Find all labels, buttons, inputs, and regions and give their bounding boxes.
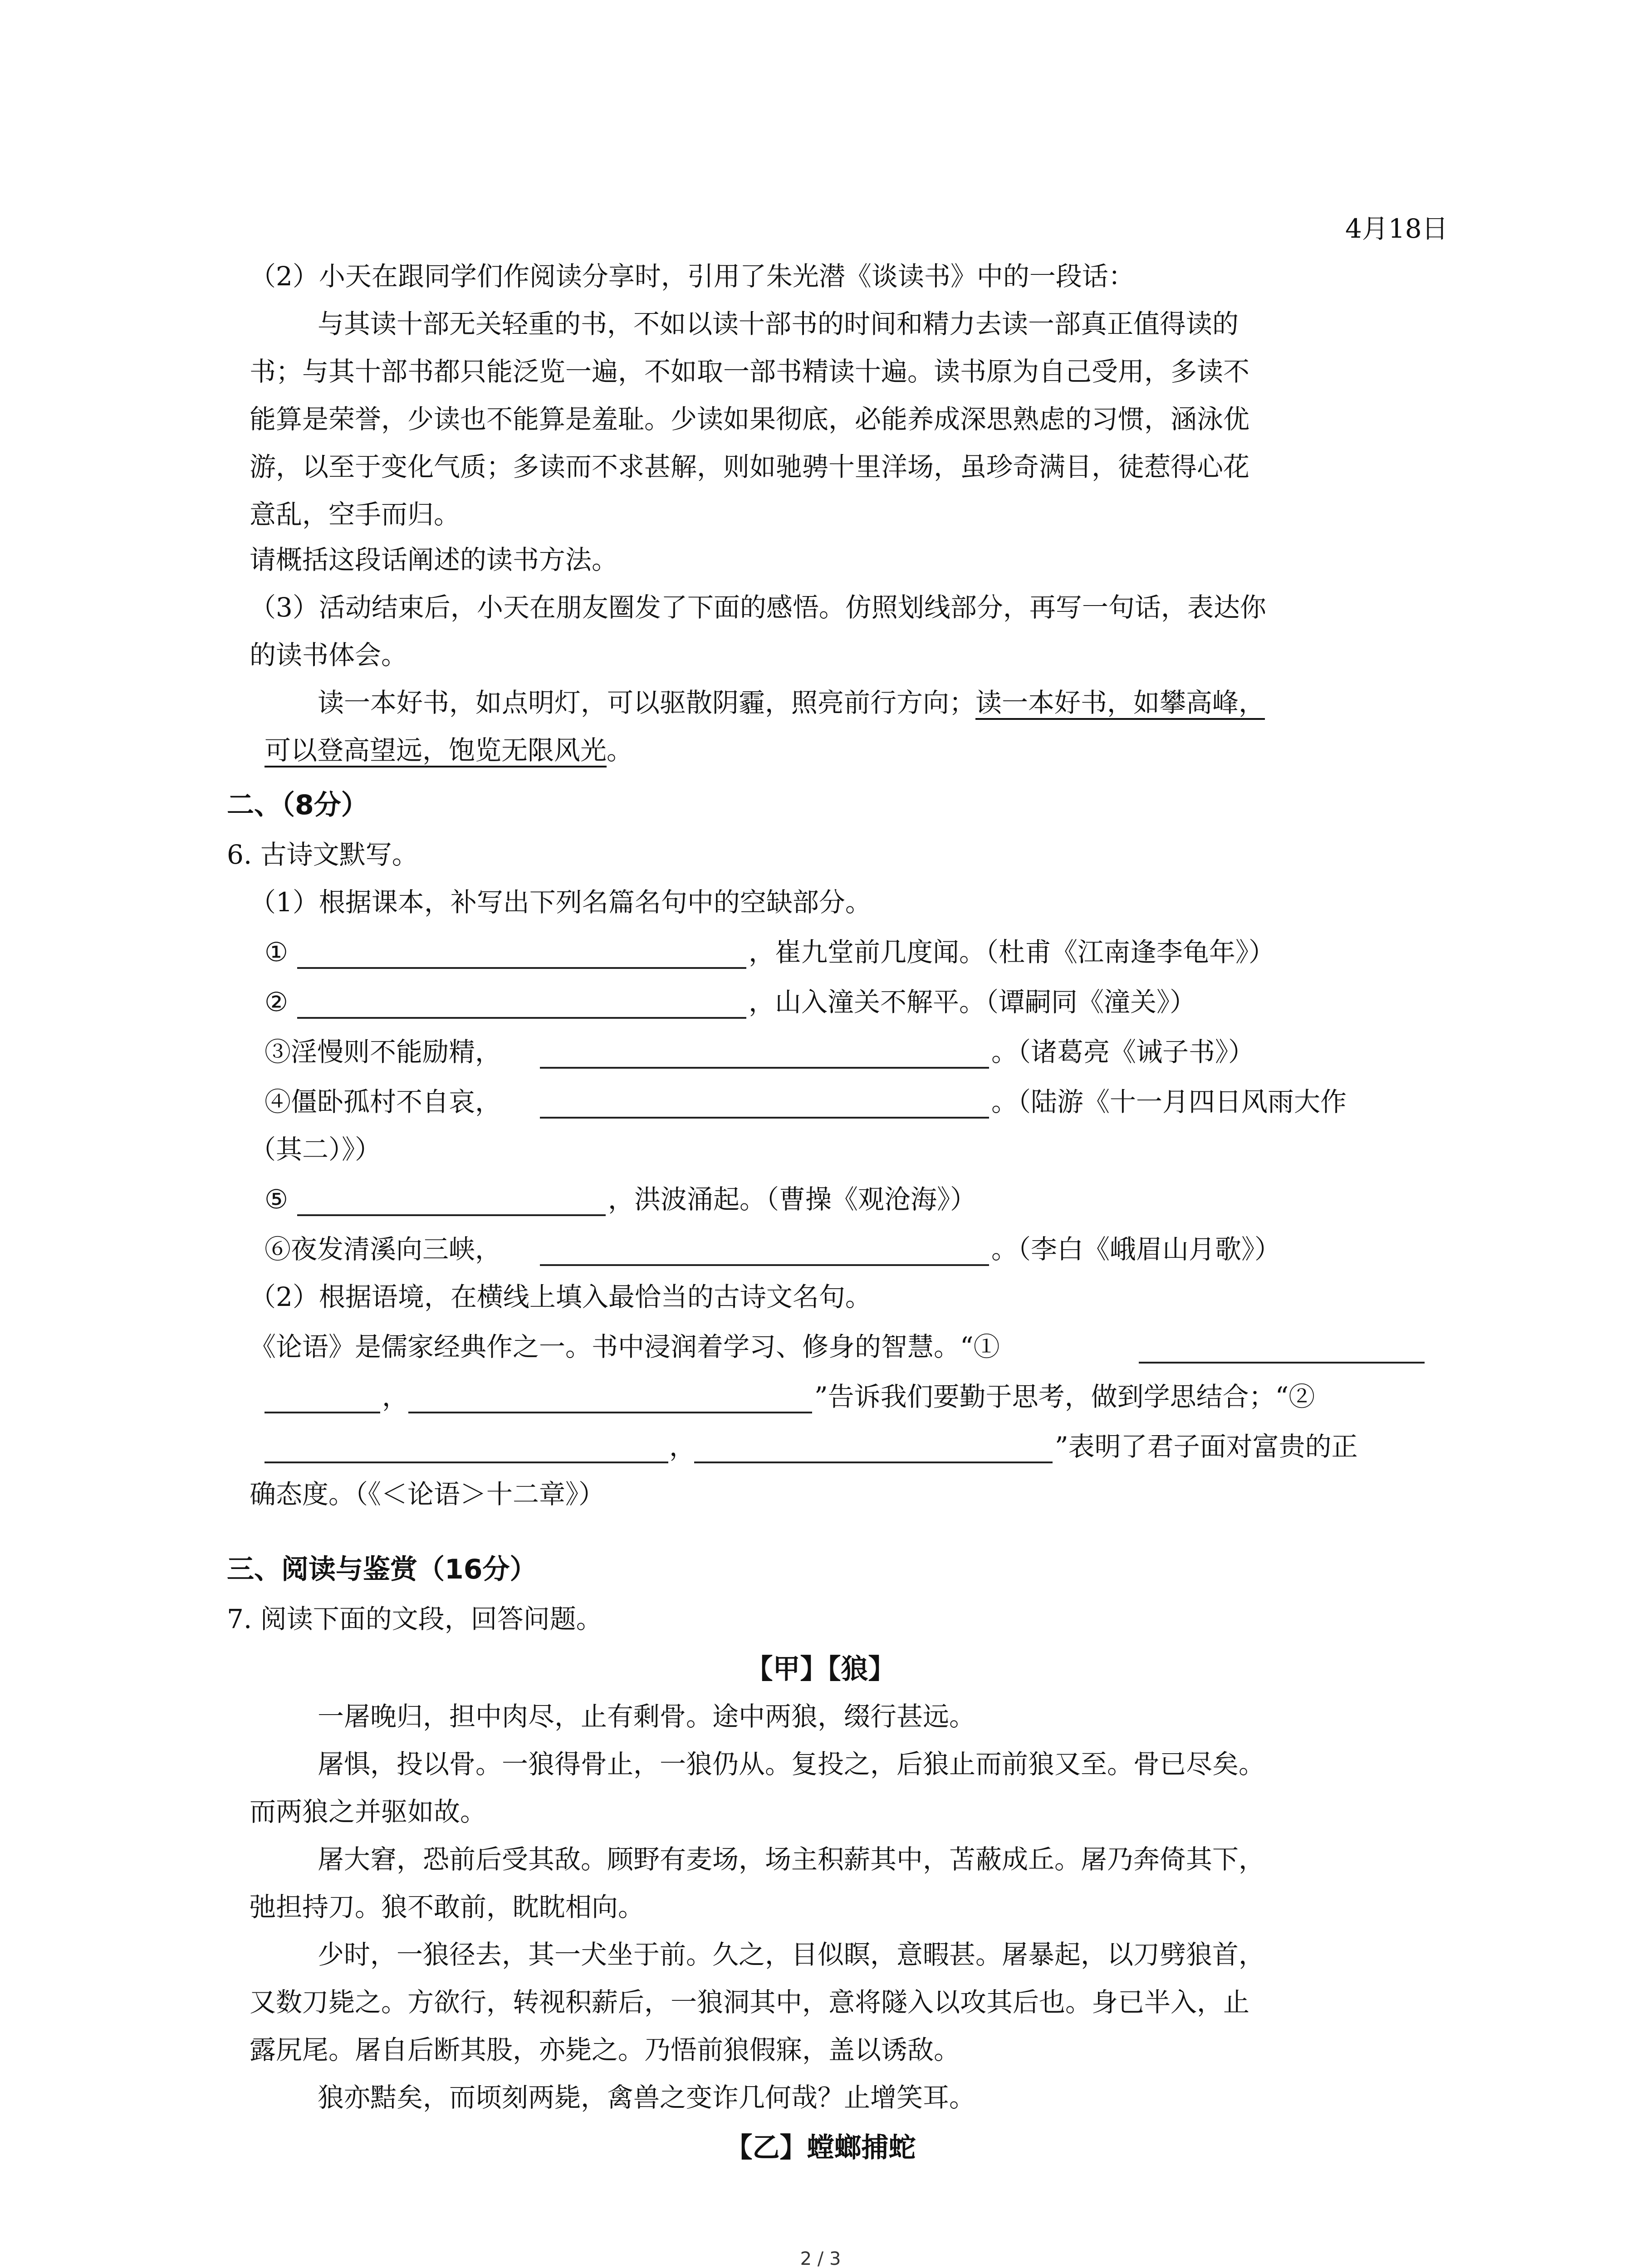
example-sentence: [318, 689, 1265, 716]
fill-item-text: ，洪波涌起。（曹操《观沧海》）: [608, 1184, 977, 1215]
fill-item-text: ，崔九堂前几度闻。（杜甫《江南逢李龟年》）: [749, 937, 1275, 968]
question-title: 7. 阅读下面的文段，回答问题。: [227, 1603, 603, 1634]
fill-item-num: ②: [265, 987, 288, 1017]
quote-line: 能算是荣誉，少读也不能算是羞耻。少读如果彻底，必能养成深思熟虑的习惯，涵泳优: [250, 404, 1250, 435]
context-comma: ，: [382, 1381, 409, 1412]
fill-item-post: 。（陆游《十一月四日风雨大作: [991, 1086, 1347, 1117]
example-sentence-cont: [265, 735, 633, 766]
answer-blank[interactable]: [540, 1264, 989, 1266]
passage-line: 露尻尾。屠自后断其股，亦毙之。乃悟前狼假寐，盖以诱敌。: [250, 2034, 960, 2065]
fill-item-pre: ③淫慢则不能励精，: [265, 1036, 502, 1067]
quote-line: 与其读十部无关轻重的书，不如以读十部书的时间和精力去读一部真正值得读的: [318, 308, 1239, 339]
passage-line: 少时，一狼径去，其一犬坐于前。久之，目似瞑，意暇甚。屠暴起，以刀劈狼首，: [318, 1939, 1265, 1970]
answer-blank[interactable]: [540, 1117, 989, 1119]
answer-blank[interactable]: [1139, 1362, 1425, 1364]
passage-line: 狼亦黠矣，而顷刻两毙，禽兽之变诈几何哉？止增笑耳。: [318, 2082, 976, 2113]
example-underlined: 读一本好书，如攀高峰，: [975, 687, 1265, 718]
q5-part2-prompt: 请概括这段话阐述的读书方法。: [250, 544, 618, 575]
fill-item-pre: ④僵卧孤村不自哀，: [265, 1086, 502, 1117]
answer-blank[interactable]: [297, 967, 746, 969]
context-line: ”表明了君子面对富贵的正: [1055, 1431, 1358, 1462]
context-comma: ，: [669, 1431, 696, 1462]
answer-blank[interactable]: [265, 1412, 380, 1413]
q6-part1-intro: （1）根据课本，补写出下列名篇名句中的空缺部分。: [250, 887, 872, 918]
passage-title-yi: 【乙】螳螂捕蛇: [725, 2132, 916, 2164]
passage-line: 又数刀毙之。方欲行，转视积薪后，一狼洞其中，意将隧入以攻其后也。身已半入，止: [250, 1987, 1250, 2018]
passage-title-jia: 【甲】【狼】: [745, 1653, 896, 1685]
example-underlined: 可以登高望远，饱览无限风光: [265, 735, 607, 766]
passage-line: 屠大窘，恐前后受其敌。顾野有麦场，场主积薪其中，苫蔽成丘。屠乃奔倚其下，: [318, 1844, 1265, 1875]
page-number: 2 / 3: [800, 2248, 841, 2268]
fill-item-post: 。（诸葛亮《诫子书》）: [991, 1036, 1255, 1067]
passage-line: 屠惧，投以骨。一狼得骨止，一狼仍从。复投之，后狼止而前狼又至。骨已尽矣。: [318, 1749, 1265, 1779]
section-heading: 二、（8分）: [227, 789, 368, 821]
answer-blank[interactable]: [540, 1067, 989, 1069]
answer-blank[interactable]: [297, 1017, 746, 1019]
passage-line: 而两狼之并驱如故。: [250, 1796, 487, 1827]
answer-blank[interactable]: [297, 1214, 606, 1216]
answer-blank[interactable]: [408, 1412, 812, 1413]
fill-item-num: ⑤: [265, 1184, 288, 1215]
quote-line: 意乱，空手而归。: [250, 499, 460, 530]
fill-item-post: 。（李白《峨眉山月歌》）: [991, 1234, 1281, 1265]
answer-blank[interactable]: [694, 1461, 1053, 1463]
fill-item-num: ①: [265, 937, 288, 968]
q5-part2-intro: （2）小天在跟同学们作阅读分享时，引用了朱光潜《谈读书》中的一段话：: [250, 261, 1135, 292]
q5-part3-line: （3）活动结束后，小天在朋友圈发了下面的感悟。仿照划线部分，再写一句话，表达你: [250, 592, 1266, 623]
fill-item-cont: （其二）》）: [250, 1134, 382, 1165]
example-period: 。: [607, 735, 633, 766]
passage-line: 一屠晚归，担中肉尽，止有剩骨。途中两狼，缀行甚远。: [318, 1701, 976, 1732]
fill-item-text: ，山入潼关不解平。（谭嗣同《潼关》）: [749, 987, 1196, 1017]
passage-line: 弛担持刀。狼不敢前，眈眈相向。: [250, 1892, 645, 1922]
section-heading: 三、阅读与鉴赏（16分）: [227, 1554, 537, 1585]
q6-part2-intro: （2）根据语境，在横线上填入最恰当的古诗文名句。: [250, 1281, 872, 1312]
date-header: 4月18日: [1345, 213, 1448, 244]
quote-line: 书；与其十部书都只能泛览一遍，不如取一部书精读十遍。读书原为自己受用，多读不: [250, 356, 1250, 387]
question-title: 6. 古诗文默写。: [227, 839, 418, 870]
answer-blank[interactable]: [265, 1461, 668, 1463]
quote-line: 游，以至于变化气质；多读而不求甚解，则如驰骋十里洋场，虽珍奇满目，徒惹得心花: [250, 451, 1250, 482]
context-line: 《论语》是儒家经典作之一。书中浸润着学习、修身的智慧。“①: [250, 1331, 1000, 1362]
example-plain: 读一本好书，如点明灯，可以驱散阴霾，照亮前行方向；: [318, 687, 976, 718]
context-line: 确态度。（《＜论语＞十二章》）: [250, 1479, 605, 1510]
fill-item-pre: ⑥夜发清溪向三峡，: [265, 1234, 502, 1265]
context-line: ”告诉我们要勤于思考，做到学思结合；“②: [814, 1381, 1315, 1412]
q5-part3-line: 的读书体会。: [250, 640, 408, 670]
